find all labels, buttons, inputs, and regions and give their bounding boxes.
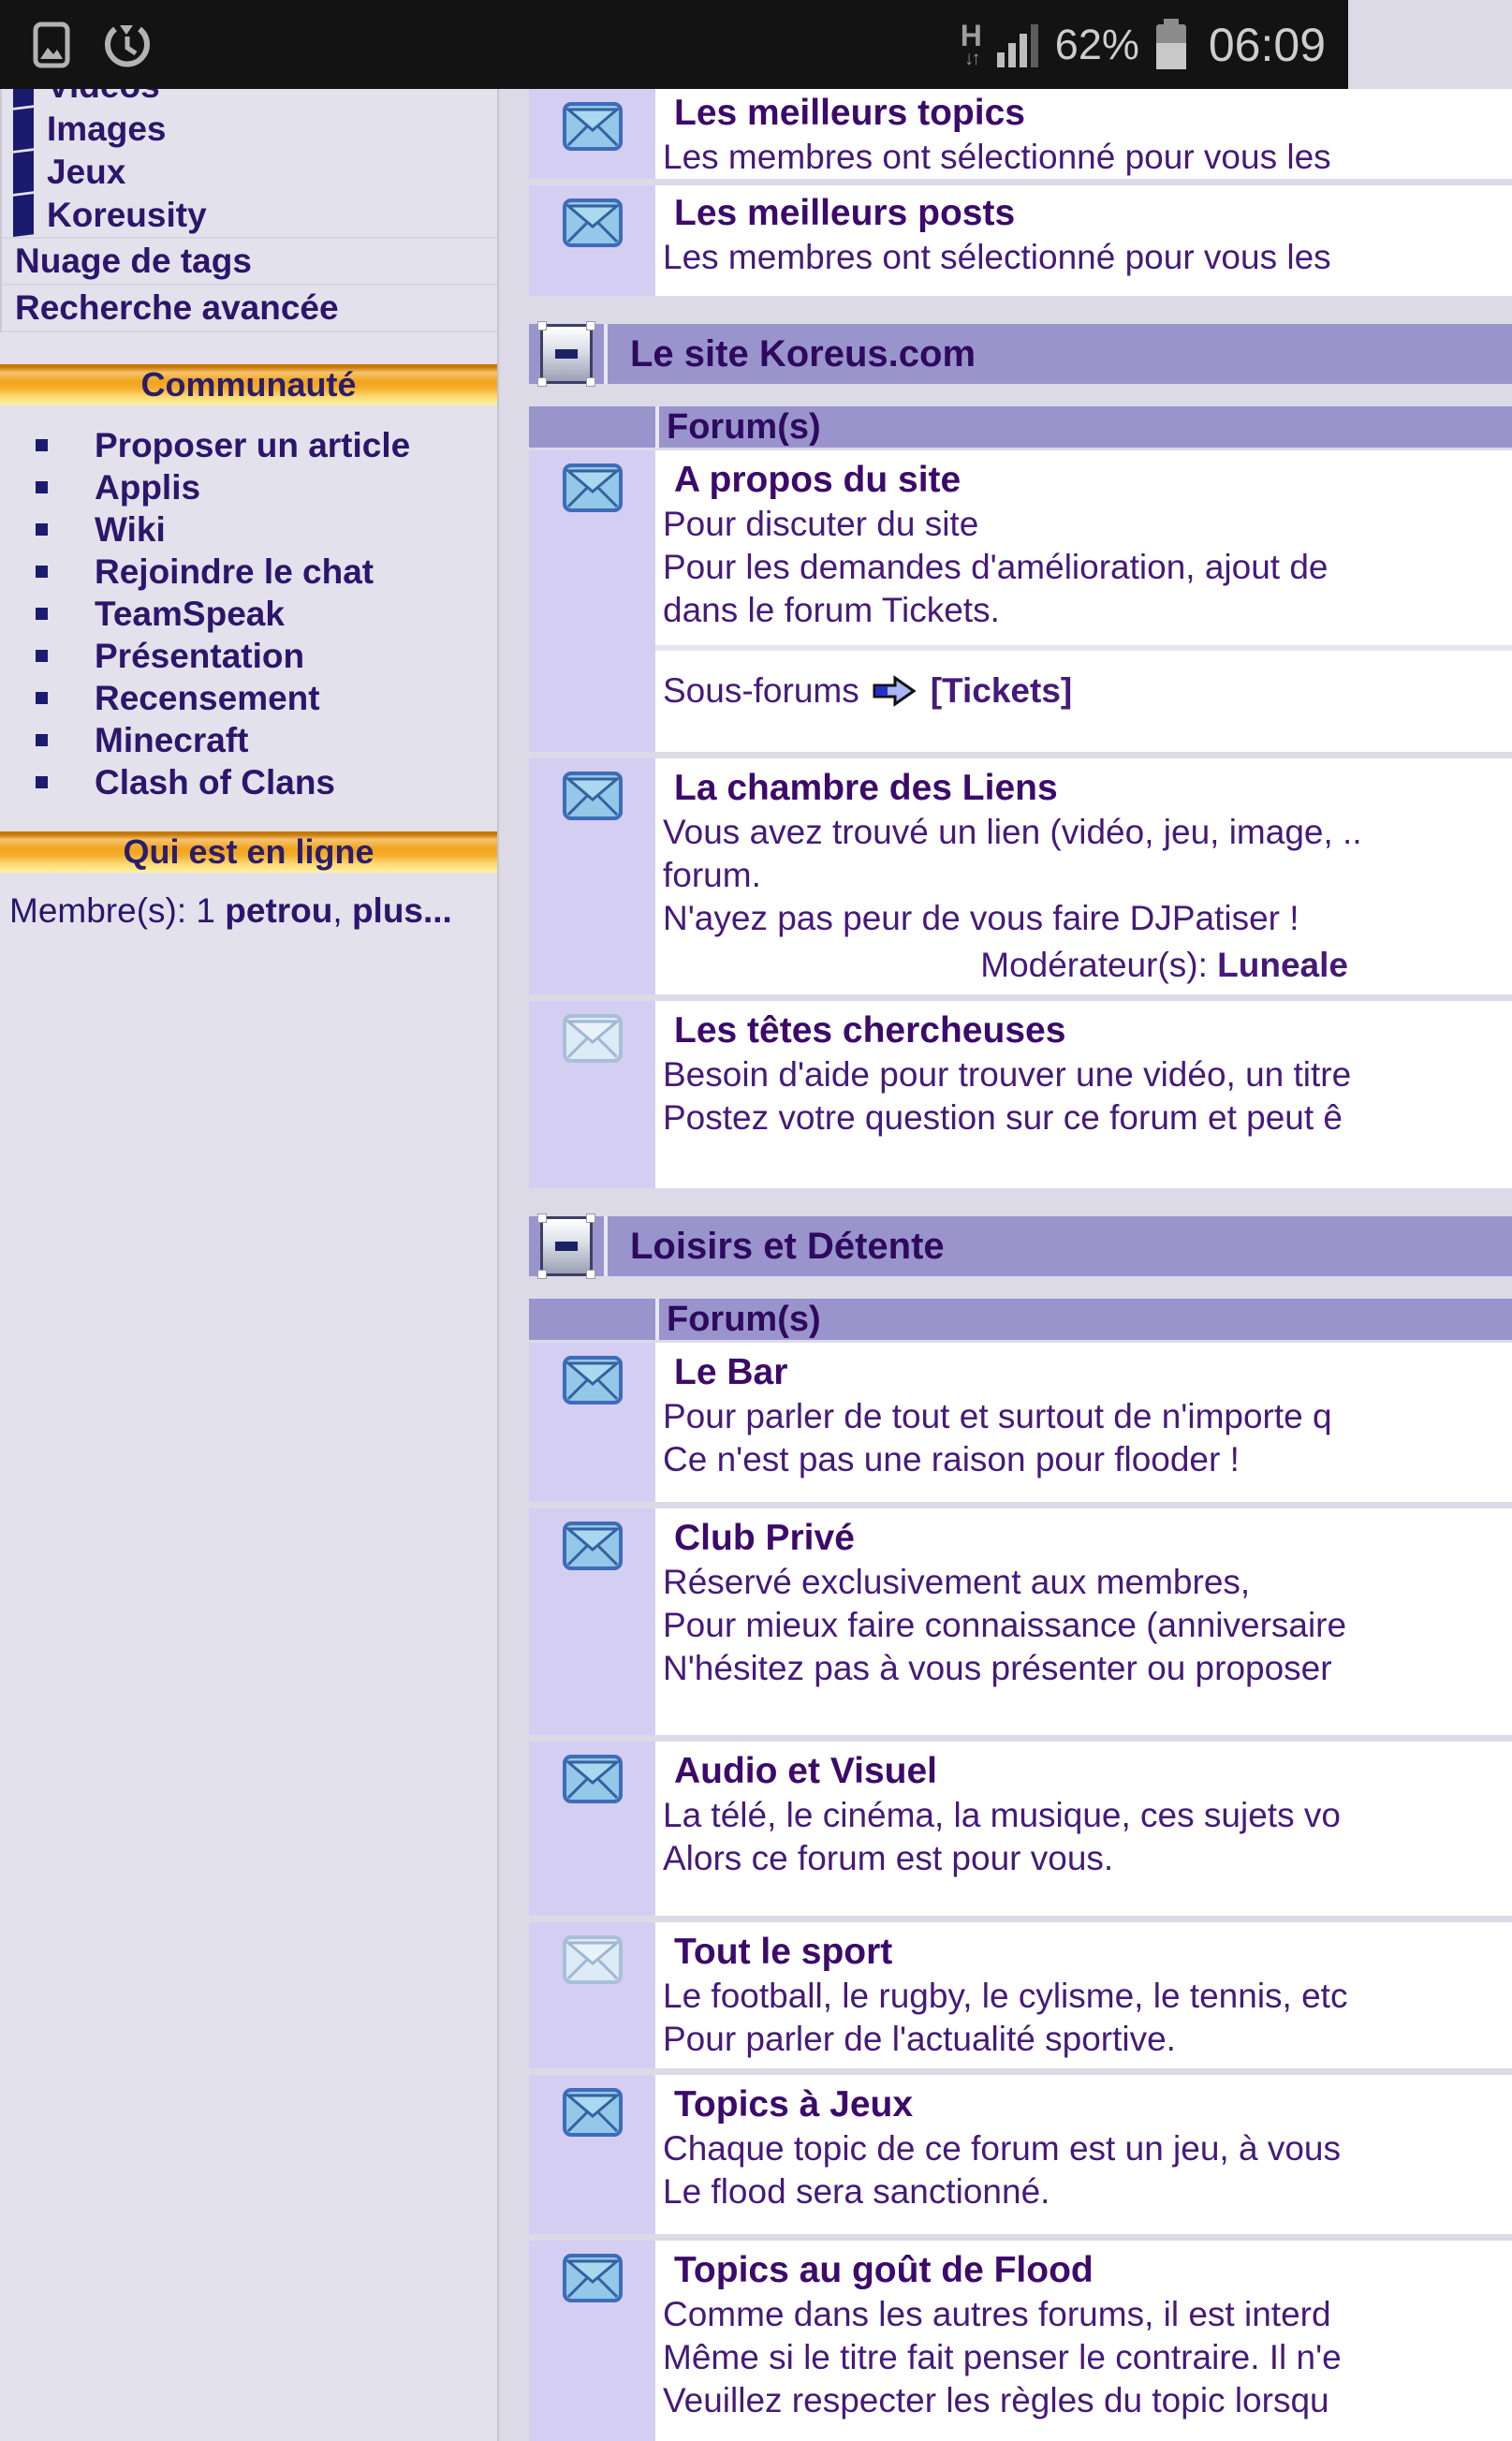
forum-link[interactable]: Les meilleurs posts [674, 193, 1016, 233]
forum-description: N'hésitez pas à vous présenter ou proposer [663, 1649, 1332, 1687]
forum-description: Réservé exclusivement aux membres, [663, 1563, 1251, 1601]
forum-row-club-prive [529, 1508, 1512, 1735]
forum-description: Même si le titre fait penser le contraire. Il n'e [663, 2338, 1342, 2376]
new-posts-envelope-icon [563, 2088, 623, 2137]
community-list [0, 405, 497, 803]
category-header-le-site-koreus [529, 324, 1512, 384]
sidebar-item-jeux[interactable]: Jeux [2, 151, 497, 194]
forum-icon-cell [529, 1742, 655, 1916]
forum-description: forum. [663, 856, 761, 894]
forum-row-audio-et-visuel [529, 1742, 1512, 1916]
sidebar-item-recensement[interactable]: Recensement [0, 677, 497, 719]
forum-description: Alors ce forum est pour vous. [663, 1839, 1114, 1877]
ribbon-bar-icon [13, 108, 34, 151]
moderator-link[interactable]: Luneale [1217, 946, 1348, 984]
forums-column-header: Forum(s) [529, 1299, 1512, 1340]
forum-description: Le flood sera sanctionné. [663, 2172, 1050, 2211]
ribbon-bar-icon [13, 151, 34, 194]
forum-row-chambre-des-liens [529, 758, 1512, 994]
sidebar-item-applis[interactable]: Applis [0, 466, 497, 508]
bullet-icon [36, 776, 48, 788]
forum-link[interactable]: Le Bar [674, 1352, 788, 1392]
clock-icon [101, 20, 154, 70]
forum-icon-cell [529, 1922, 655, 2068]
forum-row-meilleurs-posts [529, 185, 1512, 296]
sidebar-item-presentation[interactable]: Présentation [0, 635, 497, 677]
forum-link[interactable]: La chambre des Liens [674, 768, 1058, 808]
online-member-link[interactable]: petrou [225, 891, 333, 930]
signal-icon [997, 22, 1040, 67]
sidebar-item-wiki[interactable]: Wiki [0, 508, 497, 551]
category-title: Loisirs et Détente [630, 1226, 945, 1267]
bullet-icon [36, 439, 48, 451]
sidebar-item-minecraft[interactable]: Minecraft [0, 719, 497, 761]
forum-description: Chaque topic de ce forum est un jeu, à vous [663, 2129, 1341, 2168]
forum-description: Besoin d'aide pour trouver une vidéo, un titre [663, 1055, 1352, 1094]
forum-link[interactable]: Tout le sport [674, 1932, 893, 1972]
sidebar-item-teamspeak[interactable]: TeamSpeak [0, 593, 497, 635]
sidebar-item-nuage-de-tags[interactable]: Nuage de tags [2, 237, 497, 284]
category-title: Le site Koreus.com [630, 333, 976, 375]
new-posts-envelope-icon [563, 2254, 623, 2302]
forum-link[interactable]: Topics à Jeux [674, 2084, 914, 2125]
forum-row-topics-a-jeux [529, 2075, 1512, 2234]
battery-icon [1154, 19, 1188, 71]
collapse-category-button[interactable] [540, 324, 593, 384]
no-new-posts-envelope-icon [563, 1935, 623, 1984]
forum-row-tetes-chercheuses [529, 1001, 1512, 1188]
forum-row-a-propos-du-site [529, 450, 1512, 752]
forum-row-topics-au-gout-de-flood [529, 2241, 1512, 2441]
new-posts-envelope-icon [563, 463, 623, 512]
arrow-right-icon [873, 674, 916, 708]
forum-description: Pour mieux faire connaissance (anniversaire [663, 1606, 1347, 1644]
forum-description: La télé, le cinéma, la musique, ces sujets vo [663, 1796, 1341, 1834]
subforum-link-tickets[interactable]: [Tickets] [930, 671, 1073, 710]
forum-link[interactable]: Topics au goût de Flood [674, 2250, 1094, 2290]
forum-description: dans le forum Tickets. [663, 591, 1000, 629]
sidebar [0, 89, 499, 2441]
community-header: Communauté [0, 364, 497, 405]
forum-link[interactable]: Club Privé [674, 1518, 855, 1558]
forum-row-meilleurs-topics [529, 89, 1512, 179]
forum-description: Comme dans les autres forums, il est interd [663, 2295, 1331, 2333]
moderators-line: Modérateur(s): Luneale [980, 946, 1348, 984]
forum-description: Veuillez respecter les règles du topic lorsqu [663, 2381, 1329, 2419]
forum-row-le-bar [529, 1343, 1512, 1502]
bullet-icon [36, 650, 48, 662]
forum-description: Postez votre question sur ce forum et peut ê [663, 1098, 1343, 1137]
new-posts-envelope-icon [563, 772, 623, 820]
forum-description: Pour parler de tout et surtout de n'importe q [663, 1397, 1332, 1435]
forum-description: N'ayez pas peur de vous faire DJPatiser ! [663, 899, 1299, 937]
forum-description: Pour parler de l'actualité sportive. [663, 2020, 1176, 2058]
who-is-online-header: Qui est en ligne [0, 831, 497, 873]
forum-link[interactable]: A propos du site [674, 460, 962, 500]
sidebar-item-recherche-avancee[interactable]: Recherche avancée [2, 284, 497, 332]
sidebar-item-clash-of-clans[interactable]: Clash of Clans [0, 761, 497, 803]
bullet-icon [36, 608, 48, 620]
new-posts-envelope-icon [563, 102, 623, 151]
sidebar-item-images[interactable]: Images [2, 108, 497, 151]
status-bar [0, 0, 1348, 89]
forums-column-header: Forum(s) [529, 406, 1512, 448]
no-new-posts-envelope-icon [563, 1014, 623, 1063]
collapse-category-button[interactable] [540, 1216, 593, 1276]
forum-icon-cell [529, 1001, 655, 1188]
ribbon-bar-icon [13, 194, 34, 237]
bullet-icon [36, 523, 48, 536]
forum-icon-cell [529, 450, 655, 752]
bullet-icon [36, 734, 48, 746]
subforums-line: Sous-forums [Tickets] [663, 671, 1073, 710]
forum-icon-cell [529, 185, 655, 296]
forum-icon-cell [529, 1343, 655, 1502]
mobile-network-icon: H ↓↑ [960, 19, 982, 69]
subforum-divider [655, 645, 1512, 651]
forum-link[interactable]: Les têtes chercheuses [674, 1010, 1066, 1051]
new-posts-envelope-icon [563, 199, 623, 247]
new-posts-envelope-icon [563, 1755, 623, 1803]
sidebar-item-rejoindre-chat[interactable]: Rejoindre le chat [0, 551, 497, 593]
forum-description: Pour les demandes d'amélioration, ajout de [663, 548, 1329, 586]
forum-icon-cell [529, 1508, 655, 1735]
forum-icon-cell [529, 2075, 655, 2234]
bullet-icon [36, 692, 48, 704]
category-header-loisirs-detente [529, 1216, 1512, 1276]
sidebar-item-koreusity[interactable]: Koreusity [2, 194, 497, 237]
online-more-link[interactable]: plus... [351, 891, 452, 930]
forum-index [529, 89, 1512, 2441]
forum-link[interactable]: Les meilleurs topics [674, 93, 1025, 133]
online-members-line: Membre(s): 1 petrou, plus... [9, 891, 452, 930]
sidebar-menu [0, 65, 497, 332]
forum-description: Les membres ont sélectionné pour vous les [663, 138, 1331, 176]
bullet-icon [36, 481, 48, 493]
status-time: 06:09 [1208, 18, 1326, 71]
forum-icon-cell [529, 2241, 655, 2441]
bullet-icon [36, 566, 48, 578]
forum-link[interactable]: Audio et Visuel [674, 1751, 937, 1791]
battery-percent: 62% [1054, 20, 1139, 68]
forum-icon-cell [529, 89, 655, 179]
screenshot-icon [26, 20, 77, 70]
forum-description: Pour discuter du site [663, 505, 979, 543]
new-posts-envelope-icon [563, 1356, 623, 1404]
sidebar-item-proposer-article[interactable]: Proposer un article [0, 424, 497, 466]
forum-description: Le football, le rugby, le cylisme, le tennis, etc [663, 1977, 1348, 2015]
forum-icon-cell [529, 758, 655, 994]
new-posts-envelope-icon [563, 1522, 623, 1570]
forum-row-tout-le-sport [529, 1922, 1512, 2068]
forum-description: Vous avez trouvé un lien (vidéo, jeu, image, .. [663, 813, 1362, 851]
forum-description: Ce n'est pas une raison pour flooder ! [663, 1440, 1240, 1478]
forum-description: Les membres ont sélectionné pour vous les [663, 238, 1331, 276]
